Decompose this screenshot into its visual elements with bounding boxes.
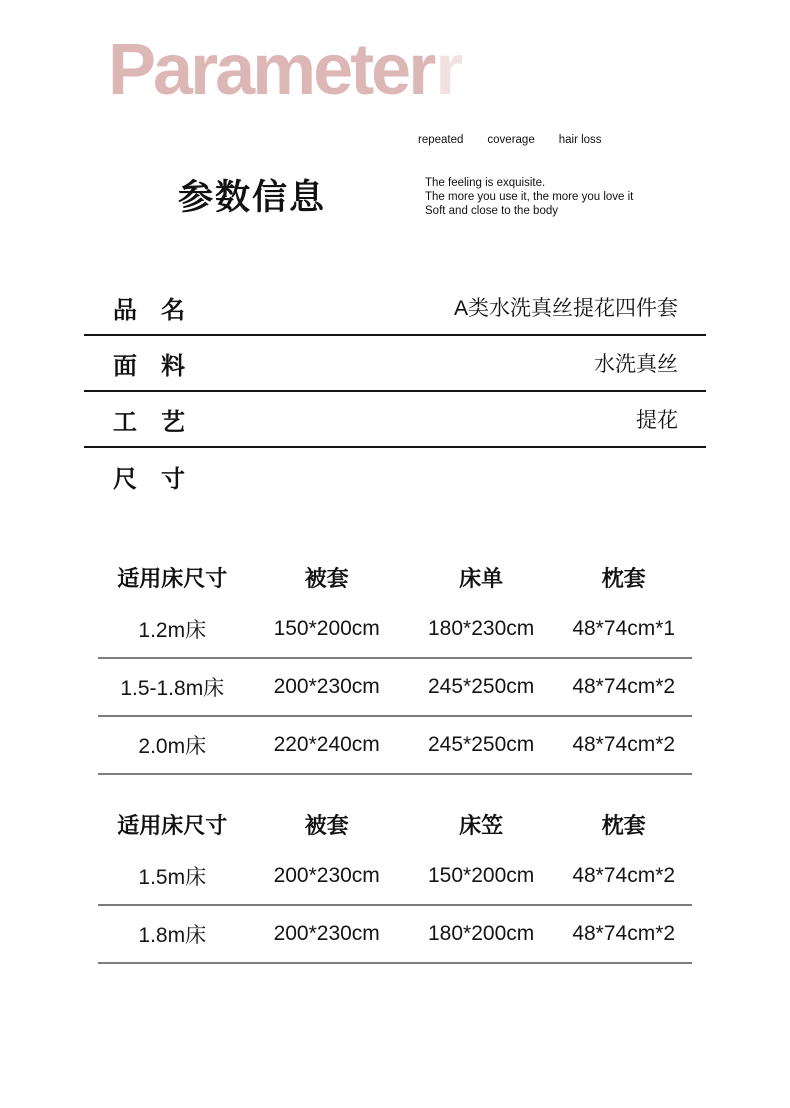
product-info-list [84,280,706,504]
table-cell: 48*74cm*2 [572,922,676,945]
table-cell: 200*230cm [273,675,380,698]
tagline [425,177,633,218]
table-cell: 180*200cm [428,922,535,945]
table-cell: 150*200cm [428,864,535,887]
table-cell: 1.8m床 [138,924,207,947]
table-cell: 1.2m床 [138,619,207,642]
table-cell: 245*250cm [428,733,535,756]
info-row [84,448,706,504]
keyword: hair loss [558,134,602,146]
table-cell: 180*230cm [428,617,535,640]
info-value: 提花 [636,409,678,432]
table-cell: 1.5m床 [138,866,207,889]
table-header-cell: 被套 [304,565,349,591]
table-row [98,848,692,906]
info-value: A类水洗真丝提花四件套 [453,297,678,320]
table-header-cell: 床单 [459,565,504,591]
page-title-text: Parameter [108,30,434,110]
table-cell: 150*200cm [273,617,380,640]
info-label: 品 名 [113,296,185,324]
info-row [84,336,706,392]
table-header-cell: 适用床尺寸 [117,565,228,591]
page-title [108,30,461,110]
table-row [98,601,692,659]
table-header-cell: 枕套 [601,565,646,591]
table-cell: 48*74cm*2 [572,864,676,887]
keyword: coverage [487,134,535,146]
table-cell: 200*230cm [273,922,380,945]
table-header-row [98,553,692,601]
info-value: 水洗真丝 [594,353,678,376]
info-row [84,392,706,448]
page-title-ghost: r [435,30,461,110]
tagline-line: The feeling is exquisite. [425,177,546,189]
tagline-line: The more you use it, the more you love it [425,190,634,203]
table-cell: 48*74cm*2 [572,675,676,698]
keyword: repeated [418,134,464,146]
table-cell: 2.0m床 [138,735,207,758]
page-title-cn: 参数信息 [178,178,327,217]
info-row [84,280,706,336]
table-cell: 1.5-1.8m床 [120,677,225,700]
info-label: 尺 寸 [113,465,185,493]
table-row [98,659,692,717]
table-cell: 245*250cm [428,675,535,698]
table-header-row [98,800,692,848]
info-label: 面 料 [113,352,185,380]
table-cell: 48*74cm*1 [572,617,676,640]
size-table-2 [98,800,692,964]
table-header-cell: 枕套 [601,812,646,838]
table-header-cell: 适用床尺寸 [117,812,228,838]
table-header-cell: 被套 [304,812,349,838]
table-row [98,906,692,964]
keyword-list [418,134,602,146]
table-cell: 48*74cm*2 [572,733,676,756]
size-table-1 [98,553,692,775]
tagline-line: Soft and close to the body [425,204,558,217]
table-cell: 200*230cm [273,864,380,887]
table-row [98,717,692,775]
table-header-cell: 床笠 [459,812,504,838]
info-label: 工 艺 [113,408,185,436]
table-cell: 220*240cm [273,733,380,756]
